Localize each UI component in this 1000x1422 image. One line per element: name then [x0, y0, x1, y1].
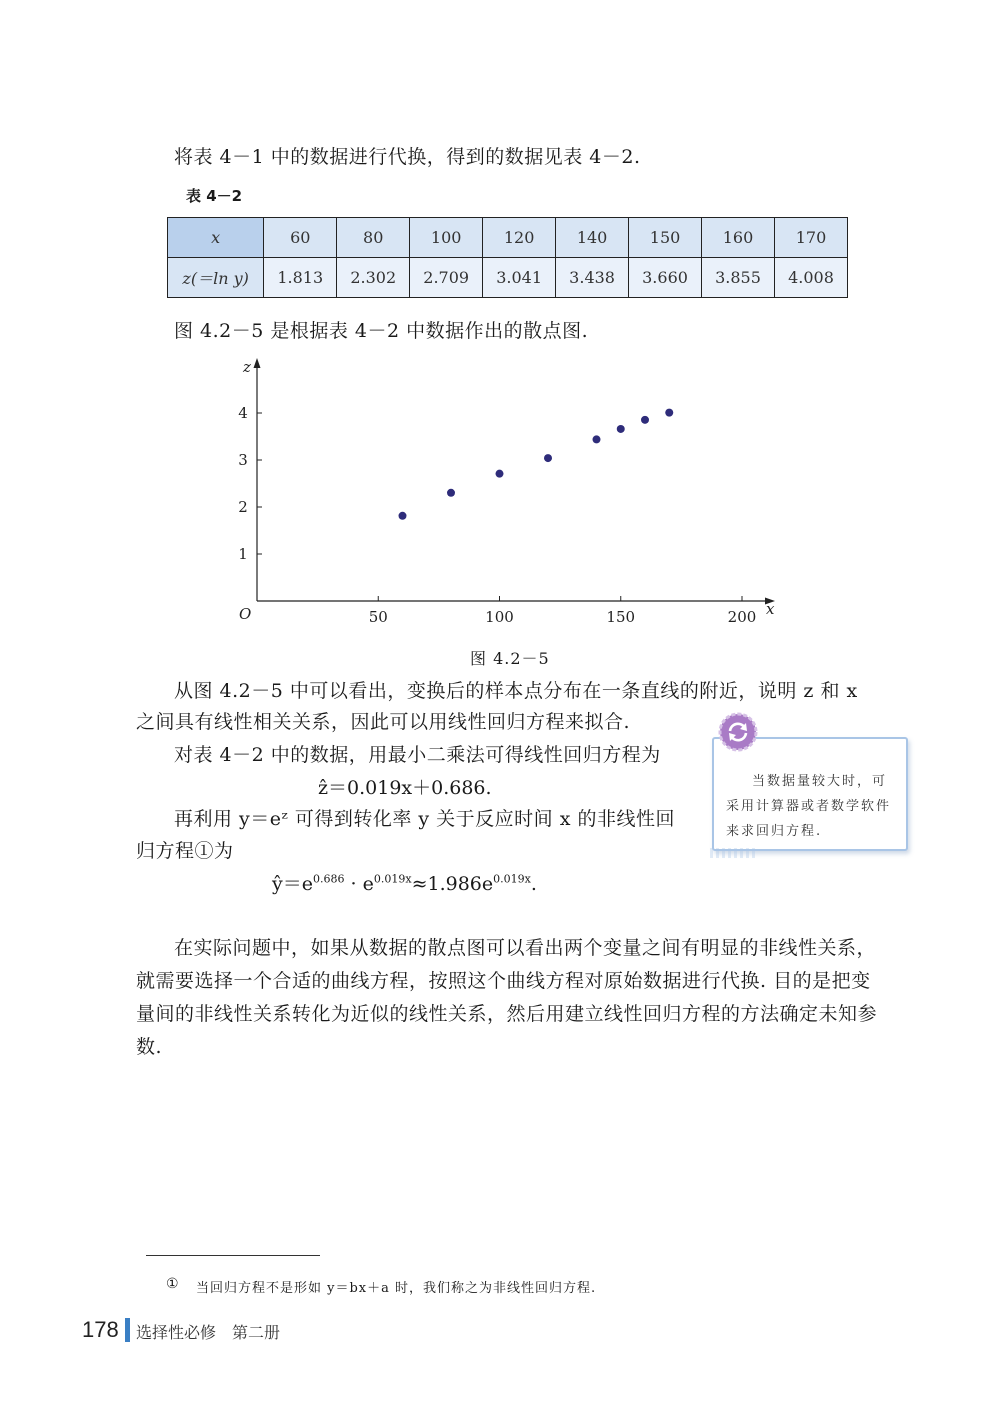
x-tick-label: 50 — [368, 608, 388, 626]
table-cell: 3.438 — [556, 258, 629, 298]
footnote-text: 当回归方程不是形如 y＝bx＋a 时，我们称之为非线性回归方程. — [196, 1281, 597, 1296]
figure-intro: 图 4.2－5 是根据表 4－2 中数据作出的散点图. — [174, 320, 589, 342]
chart-ticks — [238, 404, 756, 626]
y-axis-label: z — [243, 358, 251, 376]
data-point — [593, 435, 601, 443]
table-cell: 3.855 — [702, 258, 775, 298]
table-cell: 120 — [483, 218, 556, 258]
table-cell: 150 — [629, 218, 702, 258]
equation-exponent: 0.019x — [373, 872, 412, 886]
table-header-z: z(＝ln y) — [168, 258, 264, 298]
data-point — [544, 454, 552, 462]
data-point — [617, 425, 625, 433]
x-axis-label: x — [766, 600, 775, 618]
table-cell: 60 — [264, 218, 337, 258]
data-point — [665, 409, 673, 417]
table-cell: 3.660 — [629, 258, 702, 298]
x-tick-label: 100 — [485, 608, 514, 626]
table-header-x: x — [168, 218, 264, 258]
paragraph-line: 归方程①为 — [136, 840, 234, 862]
linear-equation: ẑ＝0.019x＋0.686. — [318, 777, 492, 799]
y-tick-label: 1 — [238, 545, 248, 563]
page-number: 178 — [82, 1317, 119, 1342]
origin-label: O — [239, 605, 252, 623]
footnote-marker: ① — [166, 1276, 179, 1292]
refresh-icon — [717, 711, 759, 753]
chart-axes — [239, 358, 775, 623]
side-note-decoration — [710, 848, 758, 858]
table-cell: 2.709 — [410, 258, 483, 298]
side-note-text: 当数据量较大时，可采用计算器或者数学软件来求回归方程. — [726, 774, 892, 839]
nonlinear-equation — [272, 869, 537, 896]
paragraph-line: 之间具有线性相关关系，因此可以用线性回归方程来拟合. — [136, 711, 631, 733]
table-cell: 2.302 — [337, 258, 410, 298]
y-tick-label: 4 — [238, 404, 248, 422]
data-point — [447, 489, 455, 497]
table-cell: 3.041 — [483, 258, 556, 298]
footer-bar — [125, 1318, 130, 1342]
equation-exponent: 0.686 — [312, 872, 345, 886]
x-tick-label: 150 — [606, 608, 636, 626]
closing-paragraph: 在实际问题中，如果从数据的散点图可以看出两个变量之间有明显的非线性关系，就需要选择一个合适的曲线方程，按照这个曲线方程对原始数据进行代换. 目的是把变量间的非线性关系转化为近似的线性关系，然后用建立线性回归方程的方法确定未知参数. — [136, 937, 878, 1058]
paragraph-line: 从图 4.2－5 中可以看出，变换后的样本点分布在一条直线的附近，说明 z 和 x — [174, 680, 858, 702]
side-note — [712, 737, 908, 851]
table-cell: 140 — [556, 218, 629, 258]
table-cell: 170 — [774, 218, 847, 258]
y-tick-label: 2 — [238, 498, 248, 516]
chart-points — [399, 409, 674, 520]
table-cell: 4.008 — [774, 258, 847, 298]
table-cell: 160 — [702, 218, 775, 258]
table-row-z — [168, 258, 848, 298]
scatter-chart — [220, 352, 790, 632]
book-title: 选择性必修 第二册 — [136, 1323, 281, 1342]
table-cell: 100 — [410, 218, 483, 258]
table-caption: 表 4－2 — [186, 187, 243, 205]
equation-part: . — [530, 873, 537, 895]
y-tick-label: 3 — [238, 451, 248, 469]
data-point — [496, 470, 504, 478]
equation-exponent: 0.019x — [493, 872, 531, 886]
paragraph-line: 对表 4－2 中的数据，用最小二乘法可得线性回归方程为 — [174, 744, 661, 766]
y-axis-arrow — [254, 358, 261, 368]
data-point — [399, 512, 407, 520]
intro-line: 将表 4－1 中的数据进行代换，得到的数据见表 4－2. — [174, 146, 641, 168]
table-cell: 80 — [337, 218, 410, 258]
figure-caption: 图 4.2－5 — [470, 649, 550, 668]
table-row-x — [168, 218, 848, 258]
equation-part: ≈1.986e — [411, 873, 494, 895]
data-point — [641, 416, 649, 424]
table-cell: 1.813 — [264, 258, 337, 298]
equation-part: ŷ＝e — [272, 873, 313, 895]
paragraph-line: 再利用 y＝eᶻ 可得到转化率 y 关于反应时间 x 的非线性回 — [174, 808, 675, 830]
data-table — [167, 217, 848, 298]
footnote-divider — [146, 1255, 320, 1256]
x-tick-label: 200 — [727, 608, 757, 626]
equation-part: · e — [344, 873, 374, 895]
